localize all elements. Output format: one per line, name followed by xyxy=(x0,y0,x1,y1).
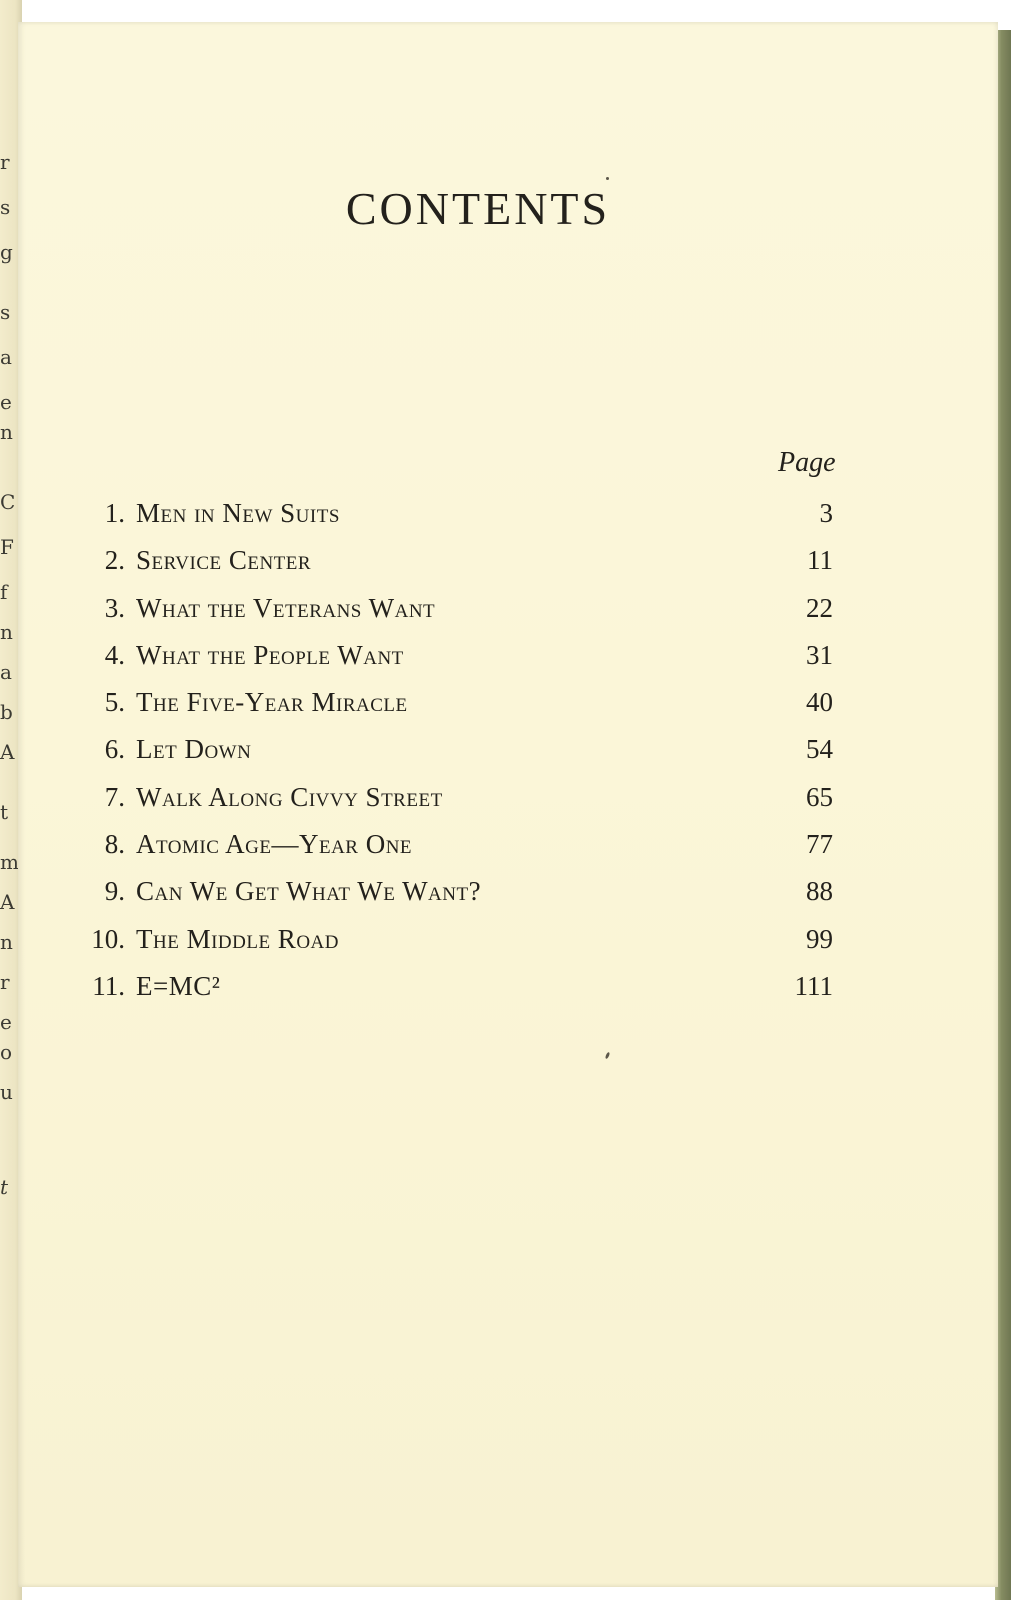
previous-page-edge: r s g s a e n C F f n a b A t m A n r e o u t xyxy=(0,0,22,1600)
chapter-number: 1. xyxy=(104,498,125,528)
toc-entry xyxy=(73,872,833,919)
chapter-page: 54 xyxy=(806,734,833,765)
toc-entry xyxy=(73,920,833,967)
chapter-title: Let Down xyxy=(136,734,252,765)
chapter-title: What the People Want xyxy=(136,639,404,670)
chapter-page: 11 xyxy=(807,545,833,576)
paper-speck xyxy=(606,177,609,180)
toc-entry xyxy=(73,825,833,872)
chapter-number: 7. xyxy=(104,781,125,812)
contents-page xyxy=(18,22,998,1587)
chapter-number: 6. xyxy=(104,734,125,765)
toc-entry xyxy=(73,967,833,1014)
chapter-number: 8. xyxy=(104,829,125,860)
chapter-number: 10. xyxy=(91,923,125,954)
chapter-number: 5. xyxy=(104,687,125,718)
toc-entry xyxy=(73,589,833,636)
chapter-page: 40 xyxy=(806,687,833,718)
toc-entry xyxy=(73,683,833,730)
chapter-title: The Middle Road xyxy=(136,923,339,954)
chapter-number: 9. xyxy=(104,876,125,907)
chapter-page: 88 xyxy=(806,876,833,907)
paper-speck xyxy=(605,1052,611,1060)
chapter-page: 65 xyxy=(806,781,833,812)
toc-entry xyxy=(73,730,833,777)
chapter-page: 111 xyxy=(794,970,833,1001)
chapter-title: E=MC² xyxy=(136,970,221,1001)
chapter-page: 3 xyxy=(819,498,833,528)
chapter-title: What the Veterans Want xyxy=(136,592,436,623)
chapter-title: Walk Along Civvy Street xyxy=(136,781,443,812)
chapter-number: 3. xyxy=(104,592,125,623)
chapter-number: 2. xyxy=(104,545,125,576)
chapter-page: 99 xyxy=(806,923,833,954)
chapter-title: Atomic Age—Year One xyxy=(136,829,413,860)
page-column-label: Page xyxy=(778,447,836,478)
toc-entry xyxy=(73,494,833,541)
chapter-number: 4. xyxy=(104,639,125,670)
chapter-number: 11. xyxy=(92,970,125,1001)
chapter-page: 22 xyxy=(806,592,833,623)
chapter-title: The Five-Year Miracle xyxy=(136,687,408,718)
chapter-title: Men in New Suits xyxy=(136,498,340,528)
table-of-contents xyxy=(73,494,833,1014)
chapter-title: Service Center xyxy=(136,545,312,576)
chapter-title: Can We Get What We Want? xyxy=(136,876,482,907)
toc-entry xyxy=(73,541,833,588)
page-title: CONTENTS xyxy=(345,183,611,234)
toc-entry xyxy=(73,778,833,825)
toc-entry xyxy=(73,636,833,683)
chapter-page: 31 xyxy=(806,639,833,670)
chapter-page: 77 xyxy=(806,829,833,860)
